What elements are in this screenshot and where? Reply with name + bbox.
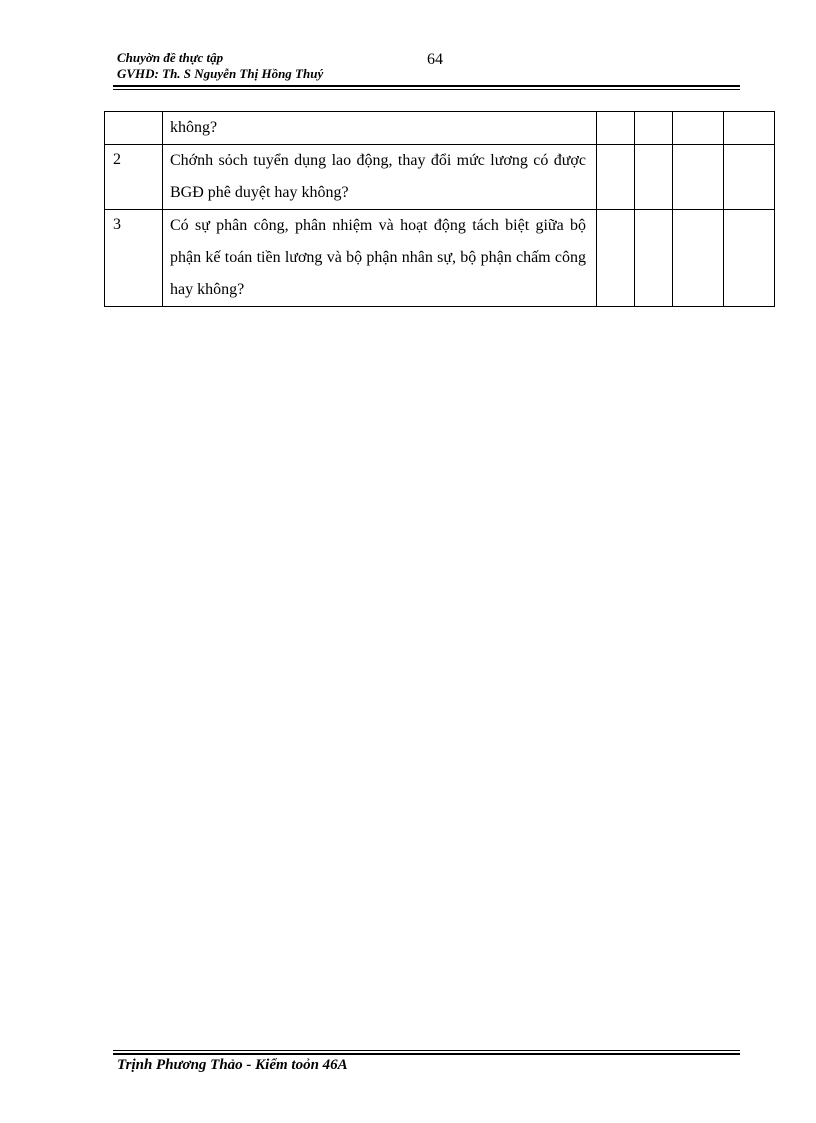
row-question: Có sự phân công, phân nhiệm và hoạt động tách biệt giữa bộ phận kế toán tiền lương và bộ phận nhân sự, bộ phận chấm công hay không? (163, 210, 597, 307)
answer-cell (724, 112, 775, 145)
header-rule-thin (113, 89, 740, 90)
answer-cell (724, 210, 775, 307)
checklist-table (104, 111, 775, 307)
header-rule-thick (113, 85, 740, 87)
row-question: không? (163, 112, 597, 145)
header-supervisor: GVHD: Th. S Nguyễn Thị Hồng Thuý (117, 66, 324, 81)
answer-cell (635, 145, 673, 210)
footer-rule-thin (113, 1050, 740, 1051)
table-row (105, 210, 775, 307)
row-number: 2 (105, 145, 163, 210)
row-question: Chớnh sỏch tuyển dụng lao động, thay đổi mức lương có được BGĐ phê duyệt hay không? (163, 145, 597, 210)
row-number: 3 (105, 210, 163, 307)
page-number: 64 (427, 51, 443, 68)
answer-cell (635, 112, 673, 145)
answer-cell (597, 210, 635, 307)
page-header (117, 50, 323, 82)
answer-cell (597, 112, 635, 145)
page-footer: Trịnh Phương Thảo - Kiểm toỏn 46A (117, 1057, 348, 1073)
footer-rule-thick (113, 1053, 740, 1055)
table-row (105, 145, 775, 210)
answer-cell (597, 145, 635, 210)
header-title: Chuyờn đề thực tập (117, 50, 224, 65)
answer-cell (673, 145, 724, 210)
row-number (105, 112, 163, 145)
table-row (105, 112, 775, 145)
answer-cell (635, 210, 673, 307)
answer-cell (673, 112, 724, 145)
answer-cell (673, 210, 724, 307)
answer-cell (724, 145, 775, 210)
